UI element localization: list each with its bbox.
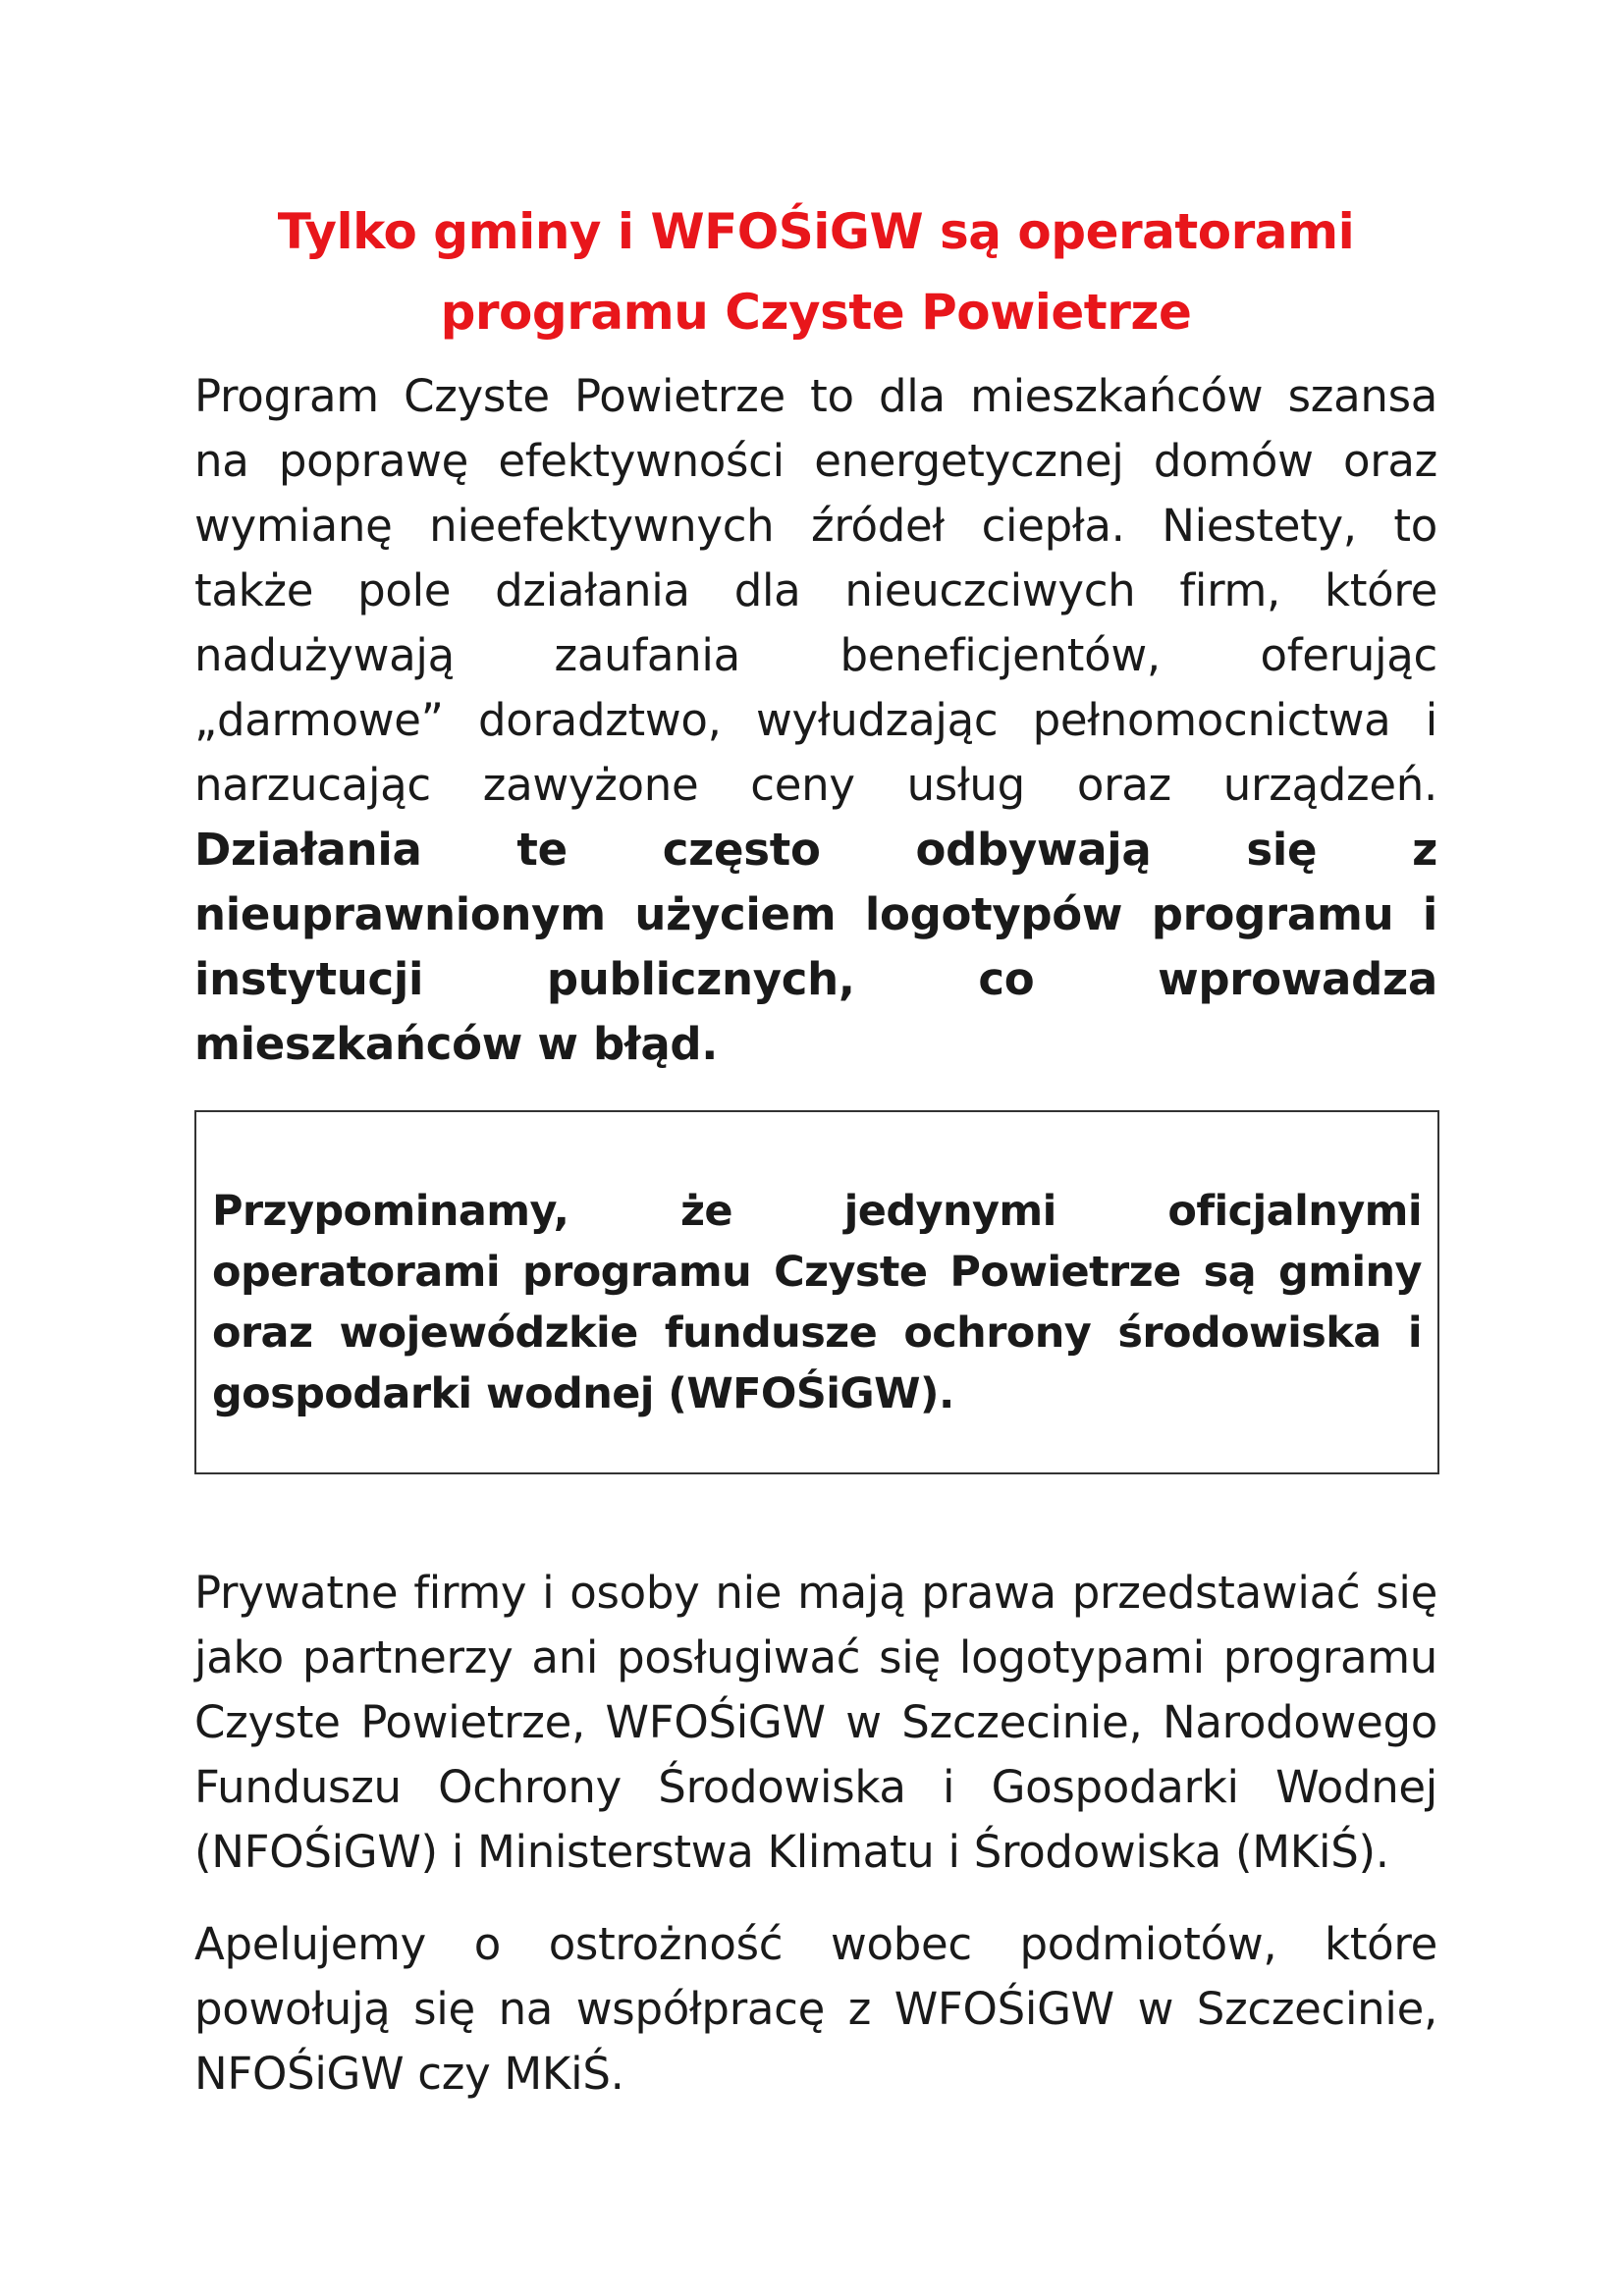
intro-bold-text: Działania te często odbywają się z nieuprawnionym użyciem logotypów programu i instytucji publicznych, co wprowadza mieszkańców w błąd. <box>194 824 1437 1070</box>
title-line-1: Tylko gminy i WFOŚiGW są operatorami <box>277 203 1355 260</box>
intro-text: Program Czyste Powietrze to dla mieszkańców szansa na poprawę efektywności energetycznej domów oraz wymianę nieefektywnych źródeł ciepła. Niestety, to także pole działania dla nieuczciwych firm, które nadużywają zaufania beneficjentów, oferując „darmowe” doradztwo, wyłudzając pełnomocnictwa i narzucając zawyżone ceny usług oraz urządzeń. <box>194 370 1437 811</box>
title-line-2: programu Czyste Powietrze <box>440 284 1192 341</box>
notice-text: Przypominamy, że jedynymi oficjalnymi operatorami programu Czyste Powietrze są gminy oraz wojewódzkie fundusze ochrony środowiska i gospodarki wodnej (WFOŚiGW). <box>212 1187 1422 1418</box>
intro-paragraph <box>194 364 1437 1077</box>
page-title <box>194 191 1437 352</box>
warning-paragraph: Prywatne firmy i osoby nie mają prawa przedstawiać się jako partnerzy ani posługiwać się logotypami programu Czyste Powietrze, WFOŚiGW w Szczecinie, Narodowego Funduszu Ochrony Środowiska i Gospodarki Wodnej (NFOŚiGW) i Ministerstwa Klimatu i Środowiska (MKiŚ). <box>194 1567 1437 1878</box>
appeal-paragraph: Apelujemy o ostrożność wobec podmiotów, które powołują się na współpracę z WFOŚiGW w Szczecinie, NFOŚiGW czy MKiŚ. <box>194 1918 1437 2100</box>
notice-box <box>194 1110 1439 1474</box>
document-page <box>194 191 1437 2107</box>
